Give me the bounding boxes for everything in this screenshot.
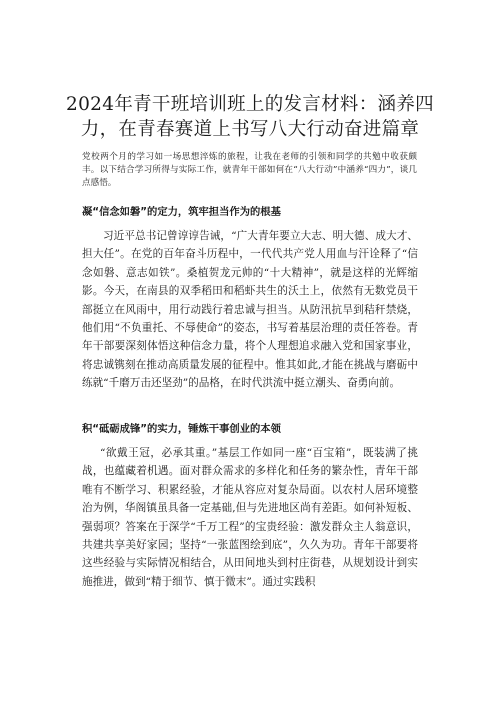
document-title	[60, 92, 440, 142]
section-2-paragraph: “欲戴王冠，必承其重。”基层工作如同一座“百宝箱”，既装满了挑战，也蕴藏着机遇。面对群众需求的多样化和任务的繁杂性，青年干部唯有不断学习、积累经验，才能从容应对复杂局面。以农村人居环境整治为例，华阁镇虽具备一定基础,但与先进地区尚有差距。如何补短板、强弱项？答案在于深学“千万工程”的宝贵经验：激发群众主人翁意识，共建共享美好家园；坚持“一张蓝图绘到底”，久久为功。青年干部要将这些经验与实际情况相结合，从田间地头到村庄街巷，从规划设计到实施推进，做到“精于细节、慎于微末”。通过实践积	[82, 447, 418, 588]
title-line-1: 2024年青干班培训班上的发言材料：涵养四	[66, 94, 434, 115]
section-1-paragraph: 习近平总书记曾谆谆告诫，“广大青年要立大志、明大德、成大才、担大任”。在党的百年奋斗历程中，一代代共产党人用血与汗诠释了“信念如磐、意志如铁”。桑植贺龙元帅的“十大精神”，就是这样的光辉缩影。今天，在南县的双季稻田和稻虾共生的沃土上，依然有无数党员干部挺立在风雨中，用行动践行着忠诚与担当。从防汛抗旱到秸秆禁烧，他们用“不负重托、不辱使命”的姿态，书写着基层治理的责任答卷。青年干部要深刻体悟这种信念力量，将个人理想追求融入党和国家事业，将忠诚镌刻在推动高质量发展的征程中。惟其如此,才能在挑战与磨砺中练就“千磨万击还坚劲”的品格，在时代洪流中挺立潮头、奋勇向前。	[82, 230, 418, 390]
title-line-2: 力，在青春赛道上书写八大行动奋进篇章	[80, 119, 420, 140]
section-2-heading: 积“砥砺成锋”的实力，锤炼干事创业的本领	[82, 423, 281, 435]
section-1-heading: 凝“信念如磐”的定力，筑牢担当作为的根基	[82, 206, 281, 218]
intro-paragraph: 党校两个月的学习如一场思想淬炼的旅程，让我在老师的引领和同学的共勉中收获颇丰。以下结合学习所得与实际工作，就青年干部如何在“八大行动”中涵养“四力”，谈几点感悟。	[82, 152, 417, 188]
